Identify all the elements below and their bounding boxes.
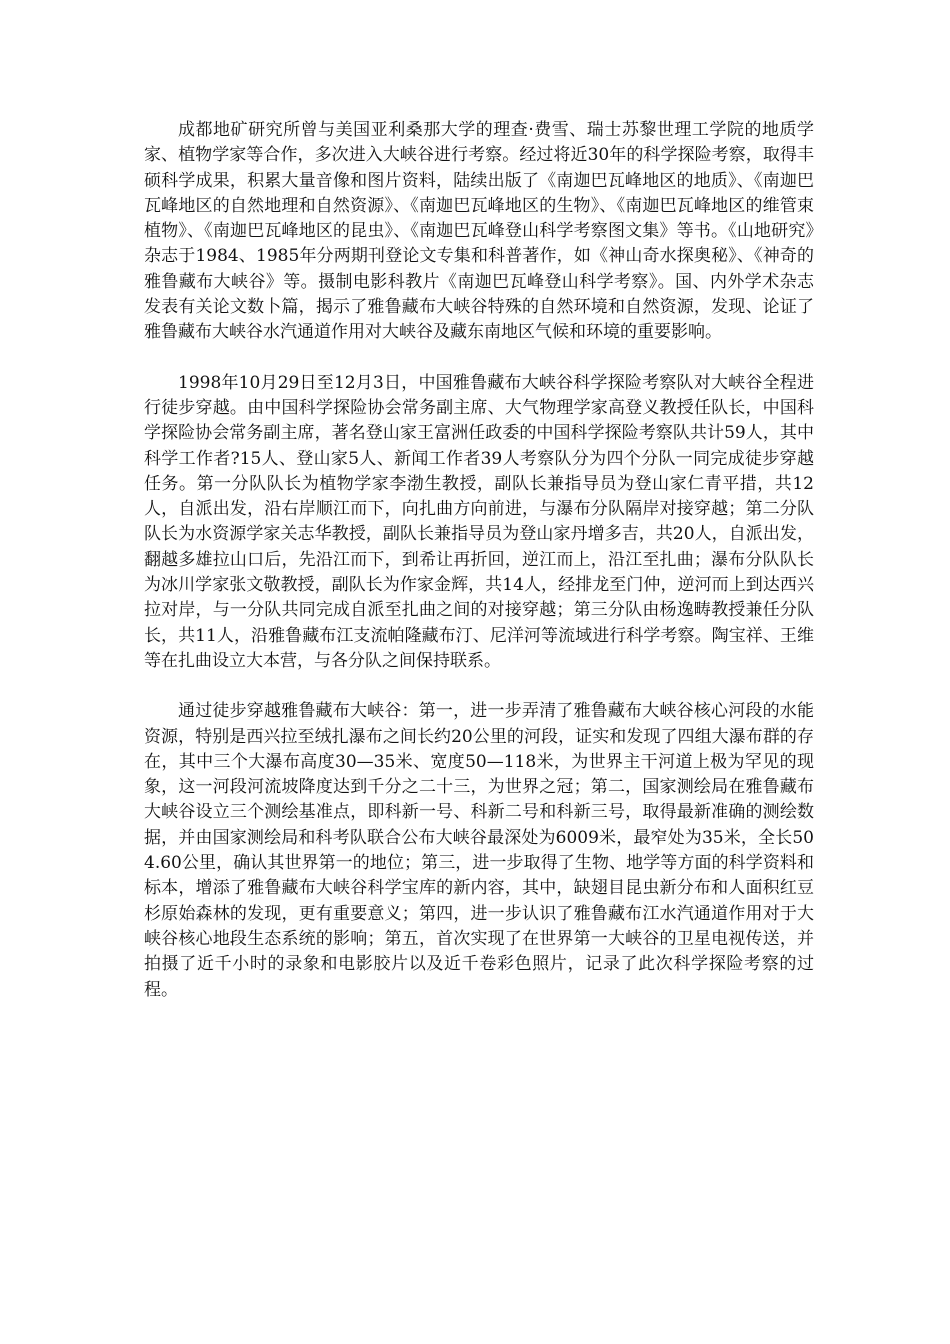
paragraph-expedition-1998: 1998年10月29日至12月3日，中国雅鲁藏布大峡谷科学探险考察队对大峡谷全程进行徒步穿越。由中国科学探险协会常务副主席、大气物理学家高登义教授任队长，中国科学探险协会常务副主席，著名登山家王富洲任政委的中国科学探险考察队共计59人，其中科学工作者?15人、登山家5人、新闻工作者39人考察队分为四个分队一同完成徒步穿越任务。第一分队队长为植物学家李渤生教授，副队长兼指导员为登山家仁青平措，共12人，自派出发，沿右岸顺江而下，向扎曲方向前进，与瀑布分队隔岸对接穿越；第二分队队长为水资源学家关志华教授，副队长兼指导员为登山家丹增多吉，共20人，自派出发，翻越多雄拉山口后，先沿江而下，到希让再折回，逆江而上，沿江至扎曲；瀑布分队队长为冰川学家张文敬教授，副队长为作家金辉，共14人，经排龙至门仲，逆河而上到达西兴拉对岸，与一分队共同完成自派至扎曲之间的对接穿越；第三分队由杨逸畴教授兼任分队长，共11人，沿雅鲁藏布江支流帕隆藏布汀、尼洋河等流域进行科学考察。陶宝祥、王维等在扎曲设立大本营，与各分队之间保持联系。	[144, 372, 814, 671]
paragraph-expedition-results: 通过徒步穿越雅鲁藏布大峡谷：第一，进一步弄清了雅鲁藏布大峡谷核心河段的水能资源，特别是西兴拉至绒扎瀑布之间长约20公里的河段，证实和发现了四组大瀑布群的存在，其中三个大瀑布高度30—35米、宽度50—118米，为世界主干河道上极为罕见的现象，这一河段河流坡降度达到千分之二十三，为世界之冠；第二，国家测绘局在雅鲁藏布大峡谷设立三个测绘基准点，即科新一号、科新二号和科新三号，取得最新准确的测绘数据，并由国家测绘局和科考队联合公布大峡谷最深处为6009米，最窄处为35米，全长504.60公里，确认其世界第一的地位；第三，进一步取得了生物、地学等方面的科学资料和标本，增添了雅鲁藏布大峡谷科学宝库的新内容，其中，缺翅目昆虫新分布和人面积红豆杉原始森林的发现，更有重要意义；第四，进一步认识了雅鲁藏布江水汽通道作用对于大峡谷核心地段生态系统的影响；第五，首次实现了在世界第一大峡谷的卫星电视传送，并拍摄了近千小时的录象和电影胶片以及近千卷彩色照片，记录了此次科学探险考察的过程。	[144, 701, 814, 1000]
paragraph-research-history: 成都地矿研究所曾与美国亚利桑那大学的理查·费雪、瑞士苏黎世理工学院的地质学家、植物学家等合作，多次进入大峡谷进行考察。经过将近30年的科学探险考察，取得丰硕科学成果，积累大量音像和图片资料，陆续出版了《南迦巴瓦峰地区的地质》、《南迦巴瓦峰地区的自然地理和自然资源》、《南迦巴瓦峰地区的生物》、《南迦巴瓦峰地区的维管束植物》、《南迦巴瓦峰地区的昆虫》、《南迦巴瓦峰登山科学考察图文集》等书。《山地研究》杂志于1984、1985年分两期刊登论文专集和科普著作，如《神山奇水探奥秘》、《神奇的雅鲁藏布大峡谷》等。摄制电影科教片《南迦巴瓦峰登山科学考察》。国、内外学术杂志发表有关论文数卜篇，揭示了雅鲁藏布大峡谷特殊的自然环境和自然资源，发现、论证了雅鲁藏布大峡谷水汽通道作用对大峡谷及藏东南地区气候和环境的重要影响。	[144, 120, 814, 343]
document-body	[144, 118, 814, 1003]
